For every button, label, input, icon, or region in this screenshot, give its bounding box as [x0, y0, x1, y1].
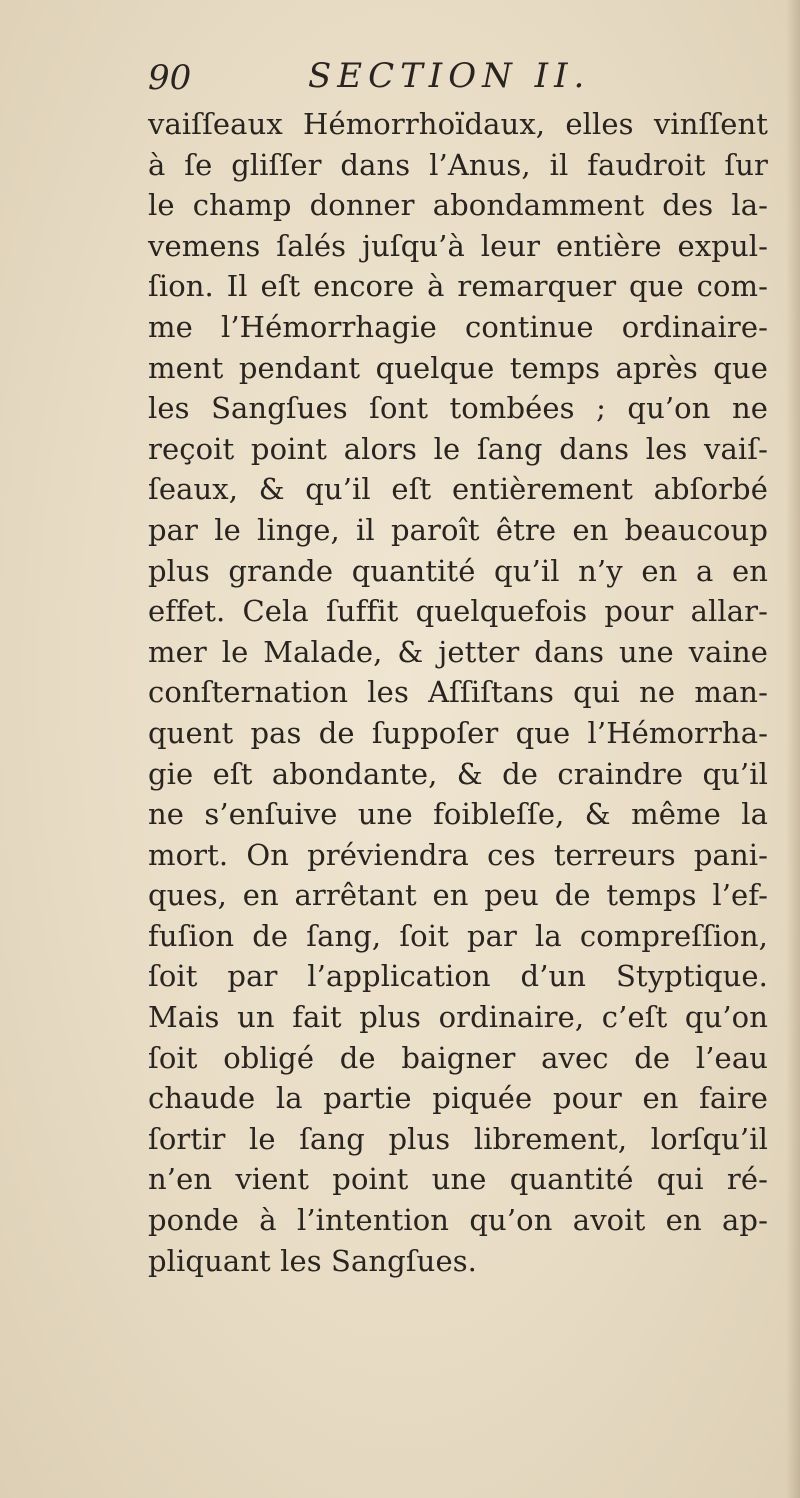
text-line: ſoit par l’application d’un Styptique.	[148, 959, 768, 994]
text-line: fuſion de ſang, ſoit par la compreſſion,	[148, 918, 768, 953]
text-line: conſternation les Aſſiſtans qui ne man-	[148, 675, 768, 710]
text-line: par le linge, il paroît être en beaucoup	[148, 512, 768, 547]
text-line: quent pas de ſuppoſer que l’Hémorrha-	[148, 715, 768, 750]
text-line: chaude la partie piquée pour en faire	[148, 1081, 768, 1116]
text-line: ment pendant quelque temps après que	[148, 350, 768, 385]
text-line: ſoit obligé de baigner avec de l’eau	[148, 1040, 768, 1075]
text-line: le champ donner abondamment des la-	[148, 188, 768, 223]
text-line: ſortir le ſang plus librement, lorſqu’il	[148, 1121, 768, 1156]
text-line: ne s’enſuive une foibleſſe, & même la	[148, 797, 768, 832]
text-line: à ſe gliſſer dans l’Anus, il faudroit ſur	[148, 147, 768, 182]
text-line: ſeaux, & qu’il eſt entièrement abſorbé	[148, 472, 768, 507]
text-line: effet. Cela ſuffit quelquefois pour allar-	[148, 594, 768, 629]
text-line: pliquant les Sangſues.	[148, 1243, 478, 1278]
text-line: n’en vient point une quantité qui ré-	[148, 1162, 768, 1197]
running-head: SECTION II.	[308, 56, 591, 96]
text-line: ſion. Il eſt encore à remarquer que com-	[148, 269, 768, 304]
text-line: ques, en arrêtant en peu de temps l’ef-	[148, 878, 768, 913]
page-edge-shadow	[786, 0, 800, 1498]
text-line: vaiſſeaux Hémorrhoïdaux, elles vinſſent	[148, 107, 768, 141]
text-line: me l’Hémorrhagie continue ordinaire-	[148, 309, 768, 344]
text-line: vemens ſalés juſqu’à leur entière expul-	[148, 228, 768, 263]
text-line: ponde à l’intention qu’on avoit en ap-	[148, 1203, 768, 1238]
text-line: les Sangſues ſont tombées ; qu’on ne	[148, 391, 768, 426]
body-text	[148, 104, 768, 1281]
text-line: gie eſt abondante, & de craindre qu’il	[148, 756, 768, 791]
page-header	[148, 52, 668, 102]
text-line: Mais un fait plus ordinaire, c’eſt qu’on	[148, 1000, 768, 1035]
text-line: mer le Malade, & jetter dans une vaine	[148, 634, 768, 669]
page-number: 90	[148, 58, 192, 98]
text-line: reçoit point alors le ſang dans les vaiſ-	[148, 431, 768, 466]
text-line: plus grande quantité qu’il n’y en a en	[148, 553, 768, 588]
text-line: mort. On préviendra ces terreurs pani-	[148, 837, 768, 872]
